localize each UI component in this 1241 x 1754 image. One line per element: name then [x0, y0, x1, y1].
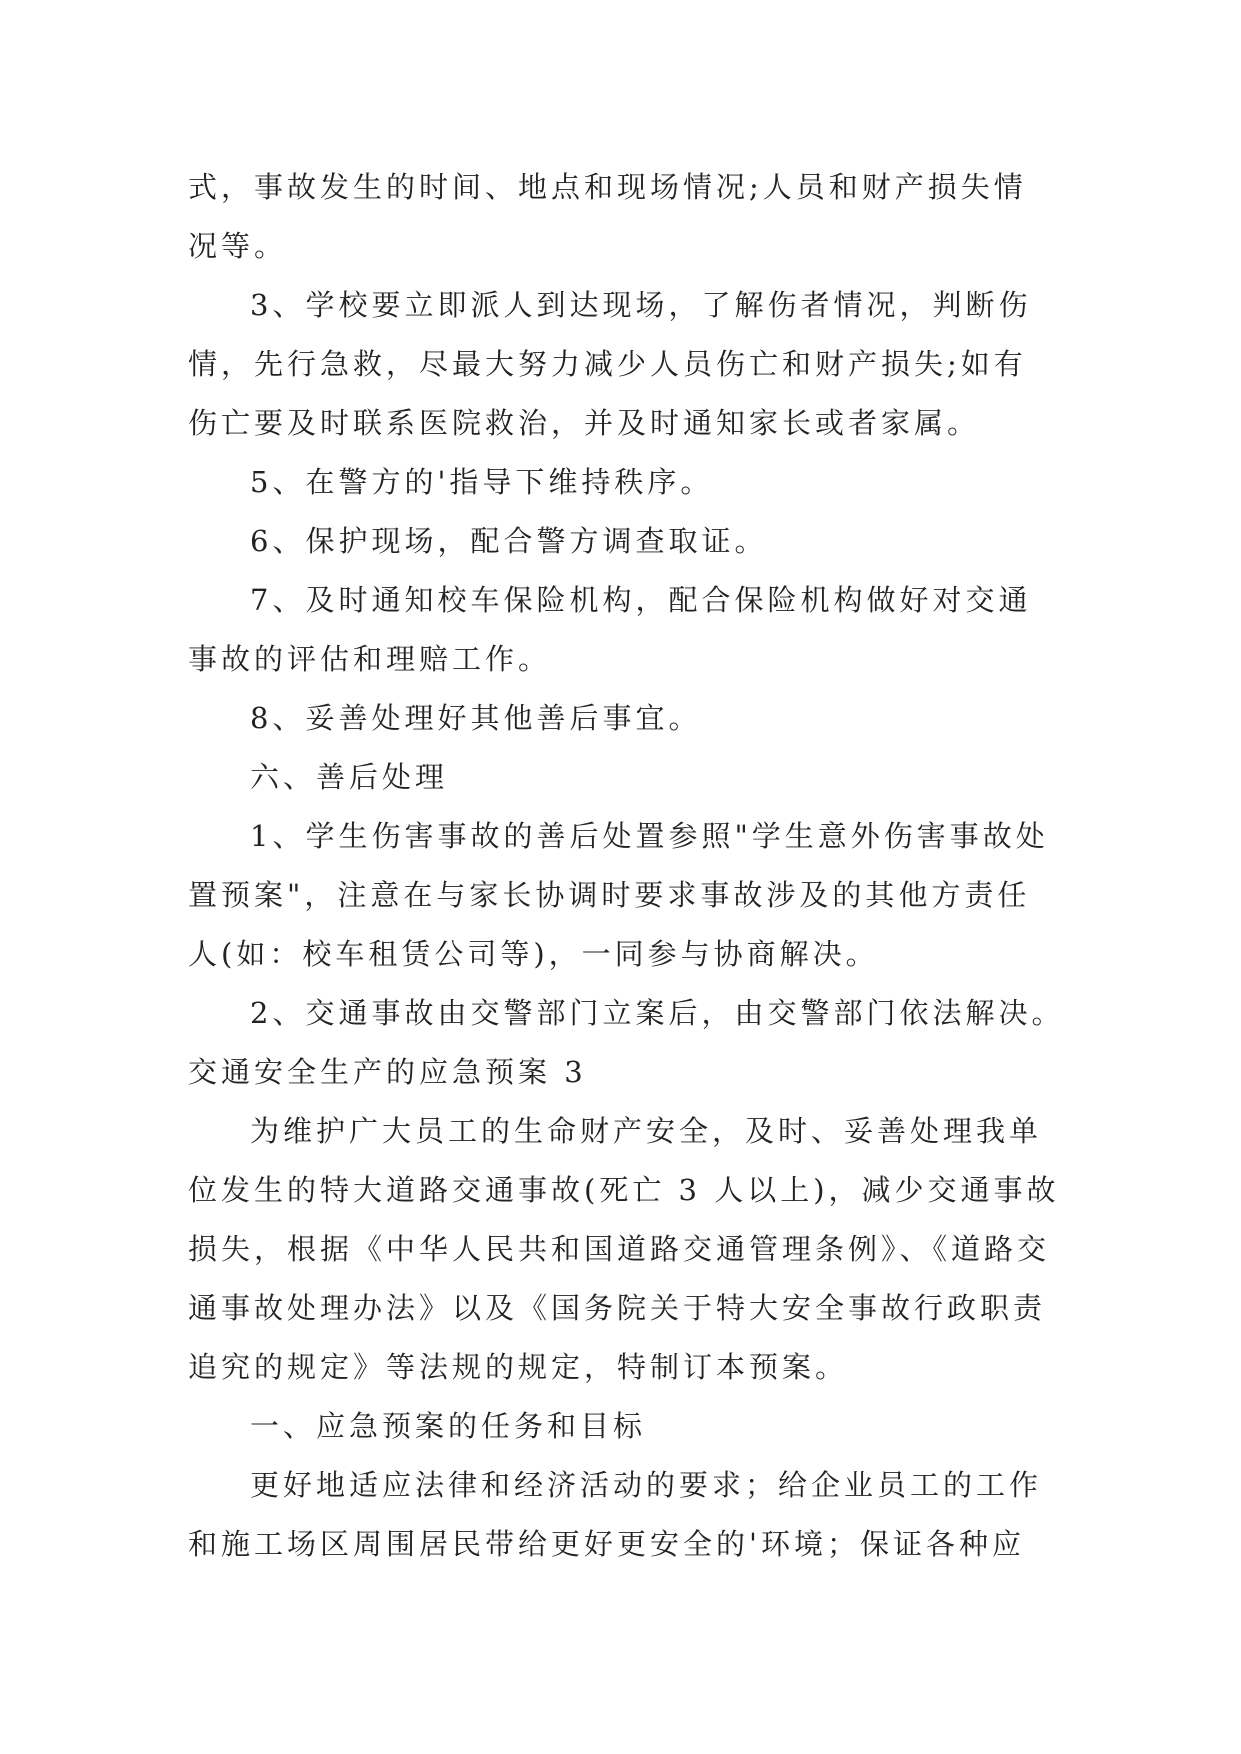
text-line: 追究的规定》等法规的规定，特制订本预案。 — [188, 1350, 849, 1384]
text-line: 通事故处理办法》以及《国务院关于特大安全事故行政职责 — [188, 1291, 1047, 1325]
document-title: 交通安全生产的应急预案 3 — [188, 1055, 587, 1089]
text-line: 2、交通事故由交警部门立案后，由交警部门依法解决。 — [250, 996, 1065, 1030]
text-line: 1、学生伤害事故的善后处置参照"学生意外伤害事故处 — [250, 819, 1049, 853]
text-line: 7、及时通知校车保险机构，配合保险机构做好对交通 — [250, 583, 1032, 617]
text-line: 3、学校要立即派人到达现场，了解伤者情况，判断伤 — [250, 288, 1032, 322]
text-line: 伤亡要及时联系医院救治，并及时通知家长或者家属。 — [188, 406, 981, 440]
text-line: 6、保护现场，配合警方调查取证。 — [250, 524, 768, 558]
text-line: 8、妥善处理好其他善后事宜。 — [250, 701, 702, 735]
text-line: 置预案"，注意在与家长协调时要求事故涉及的其他方责任 — [188, 878, 1031, 912]
section-heading: 一、应急预案的任务和目标 — [250, 1409, 647, 1443]
text-line: 况等。 — [188, 229, 288, 263]
text-line: 位发生的特大道路交通事故(死亡 3 人以上)，减少交通事故 — [188, 1173, 1060, 1207]
text-line: 更好地适应法律和经济活动的要求；给企业员工的工作 — [250, 1468, 1043, 1502]
text-line: 人(如：校车租赁公司等)，一同参与协商解决。 — [188, 937, 879, 971]
text-line: 5、在警方的'指导下维持秩序。 — [250, 465, 714, 499]
text-line: 损失，根据《中华人民共和国道路交通管理条例》、《道路交 — [188, 1232, 1051, 1266]
text-line: 和施工场区周围居民带给更好更安全的'环境；保证各种应 — [188, 1527, 1025, 1561]
section-heading: 六、善后处理 — [250, 760, 449, 794]
text-line: 情，先行急救，尽最大努力减少人员伤亡和财产损失;如有 — [188, 347, 1027, 381]
text-line: 事故的评估和理赔工作。 — [188, 642, 552, 676]
text-line: 为维护广大员工的生命财产安全，及时、妥善处理我单 — [250, 1114, 1043, 1148]
document-body — [188, 158, 1068, 1574]
text-line: 式，事故发生的时间、地点和现场情况;人员和财产损失情 — [188, 170, 1027, 204]
